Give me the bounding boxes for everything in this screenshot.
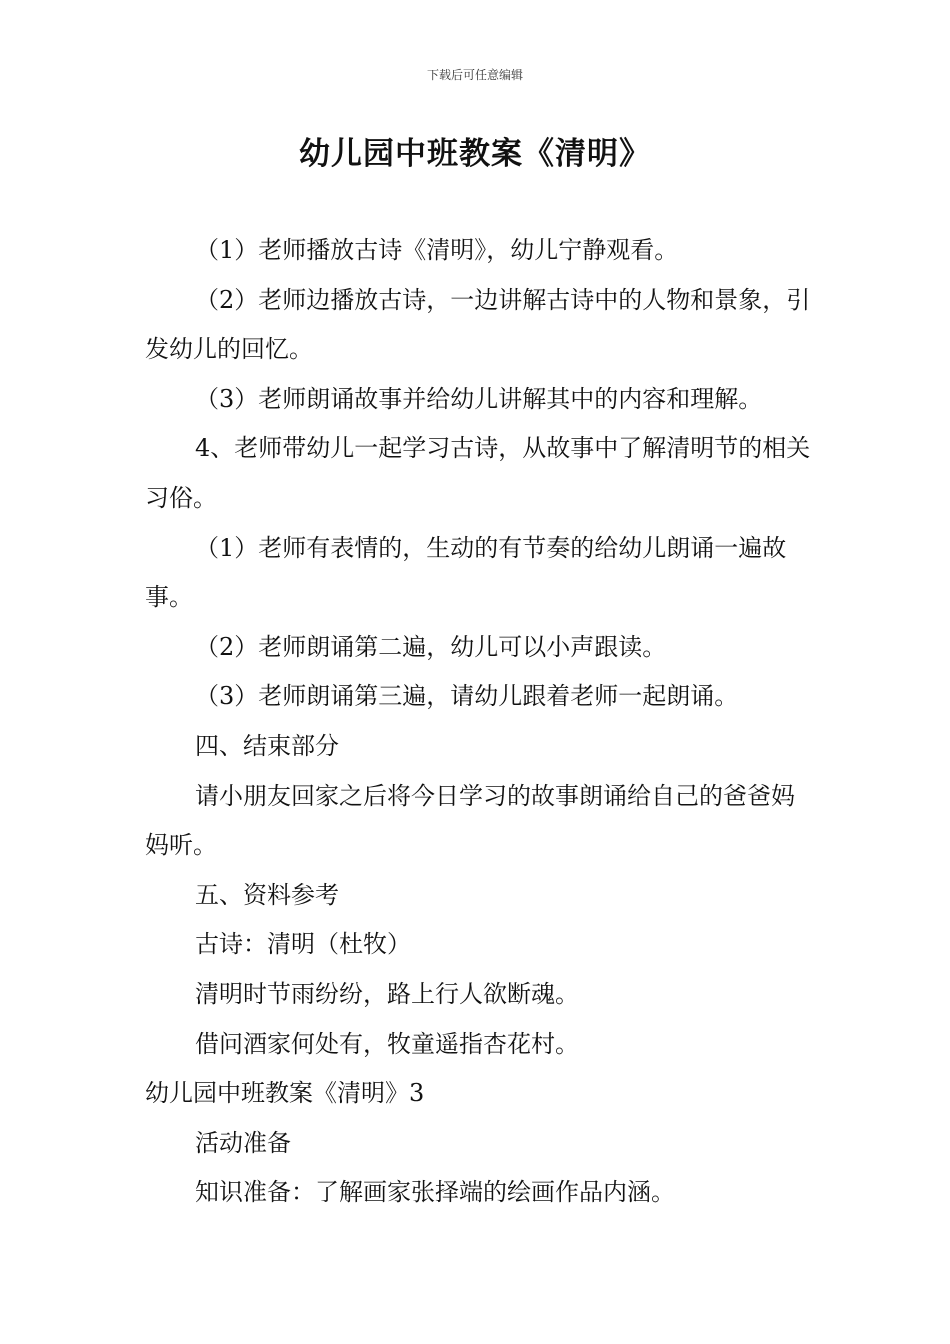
document-title: 幼儿园中班教案《清明》 xyxy=(299,136,651,172)
document-body xyxy=(145,226,815,1218)
paragraph: 4、老师带幼儿一起学习古诗，从故事中了解清明节的相关习俗。 xyxy=(145,434,811,512)
section-heading: 四、结束部分 xyxy=(195,731,339,760)
paragraph: （3）老师朗诵第三遍，请幼儿跟着老师一起朗诵。 xyxy=(195,682,739,711)
paragraph: （2）老师朗诵第二遍，幼儿可以小声跟读。 xyxy=(195,632,667,661)
paragraph: （1）老师播放古诗《清明》，幼儿宁静观看。 xyxy=(195,236,679,264)
paragraph: （2）老师边播放古诗，一边讲解古诗中的人物和景象，引发幼儿的回忆。 xyxy=(145,285,811,364)
poem-title: 古诗：清明（杜牧） xyxy=(195,930,411,959)
paragraph: 请小朋友回家之后将今日学习的故事朗诵给自己的爸爸妈妈听。 xyxy=(145,781,795,860)
subsection-title: 幼儿园中班教案《清明》3 xyxy=(145,1079,425,1108)
header-note: 下载后可任意编辑 xyxy=(426,68,523,82)
paragraph: （3）老师朗诵故事并给幼儿讲解其中的内容和理解。 xyxy=(195,384,763,413)
section-heading: 五、资料参考 xyxy=(195,880,339,909)
poem-line: 清明时节雨纷纷，路上行人欲断魂。 xyxy=(195,979,579,1008)
section-heading: 活动准备 xyxy=(195,1128,291,1157)
poem-line: 借问酒家何处有，牧童遥指杏花村。 xyxy=(195,1029,579,1058)
paragraph: （1）老师有表情的，生动的有节奏的给幼儿朗诵一遍故事。 xyxy=(145,533,787,612)
paragraph: 知识准备：了解画家张择端的绘画作品内涵。 xyxy=(195,1178,675,1207)
